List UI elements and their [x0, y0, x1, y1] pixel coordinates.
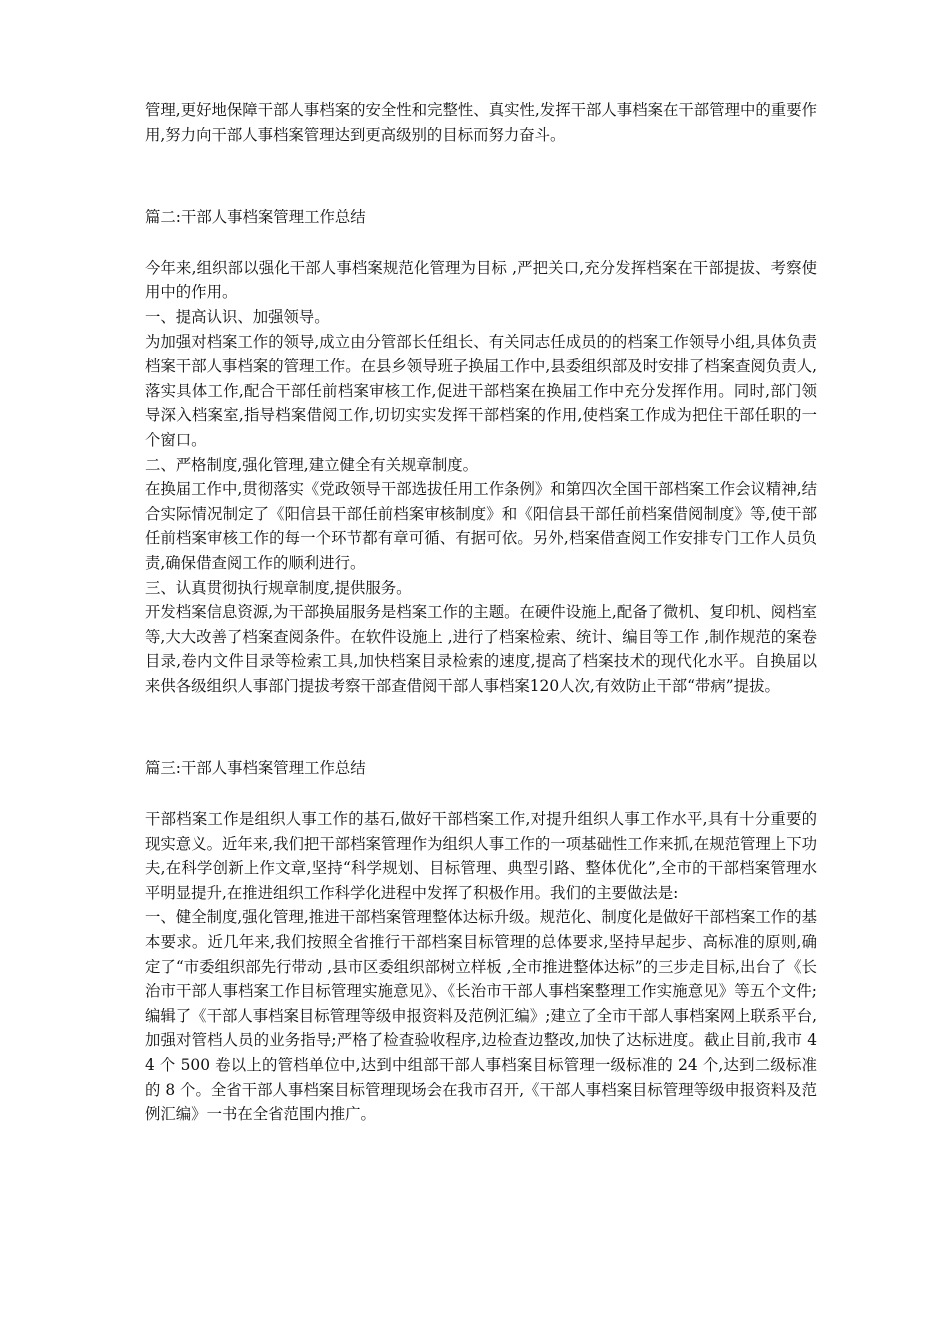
section2-paragraph: 在换届工作中,贯彻落实《党政领导干部选拔任用工作条例》和第四次全国干部档案工作会议精神,结合实际情况制定了《阳信县干部任前档案审核制度》和《阳信县干部任前档案借阅制度》等,使干部任前档案审核工作的每一个环节都有章可循、有据可依。另外,档案借查阅工作安排专门工作人员负责,确保借查阅工作的顺利进行。 [145, 480, 817, 572]
section2-paragraph: 开发档案信息资源,为干部换届服务是档案工作的主题。在硬件设施上,配备了微机、复印机、阅档室等,大大改善了档案查阅条件。在软件设施上 ,进行了档案检索、统计、编目等工作 ,制作规范的案卷目录,卷内文件目录等检索工具,加快档案目录检索的速度,提高了档案技术的现代化水平。自换届以来供各级组织人事部门提拔考察干部查借阅干部人事档案120人次,有效防止干部“带病”提拔。 [145, 603, 817, 695]
section2-paragraph: 二、严格制度,强化管理,建立健全有关规章制度。 [145, 455, 478, 474]
intro-paragraph: 管理,更好地保障干部人事档案的安全性和完整性、真实性,发挥干部人事档案在干部管理中的重要作用,努力向干部人事档案管理达到更高级别的目标而努力奋斗。 [145, 101, 817, 144]
section2-paragraph: 三、认真贯彻执行规章制度,提供服务。 [145, 578, 412, 597]
section-spacer [145, 698, 817, 756]
title-spacer [145, 781, 817, 807]
section-spacer [145, 147, 817, 205]
section2-paragraph: 今年来,组织部以强化干部人事档案规范化管理为目标 ,严把关口,充分发挥档案在干部提拔、考察使用中的作用。 [145, 258, 817, 302]
section3-paragraph: 干部档案工作是组织人事工作的基石,做好干部档案工作,对提升组织人事工作水平,具有十分重要的现实意义。近年来,我们把干部档案管理作为组织人事工作的一项基础性工作来抓,在规范管理上下功夫,在科学创新上作文章,坚持“科学规划、目标管理、典型引路、整体优化”,全市的干部档案管理水平明显提升,在推进组织工作科学化进程中发挥了积极作用。我们的主要做法是: [145, 810, 817, 902]
document-page [145, 98, 817, 1127]
section2-paragraph: 一、提高认识、加强领导。 [145, 307, 330, 326]
section3-paragraph: 一、健全制度,强化管理,推进干部档案管理整体达标升级。规范化、制度化是做好干部档案工作的基本要求。近几年来,我们按照全省推行干部档案目标管理的总体要求,坚持早起步、高标准的原则,确定了“市委组织部先行带动 ,县市区委组织部树立样板 ,全市推进整体达标”的三步走目标,出台了《长治市干部人事档案工作目标管理实施意见》、《长治市干部人事档案整理工作实施意见》等五个文件;编辑了《干部人事档案目标管理等级申报资料及范例汇编》;建立了全市干部人事档案网上联系平台,加强对管档人员的业务指导;严格了检查验收程序,边检查边整改,加快了达标进度。截止目前,我市 44 个 500 卷以上的管档单位中,达到中组部干部人事档案目标管理一级标准的 24 个,达到二级标准的 8 个。全省干部人事档案目标管理现场会在我市召开,《干部人事档案目标管理等级申报资料及范例汇编》一书在全省范围内推广。 [145, 908, 817, 1124]
section2-paragraph: 为加强对档案工作的领导,成立由分管部长任组长、有关同志任成员的的档案工作领导小组,具体负责档案干部人事档案的管理工作。在县乡领导班子换届工作中,县委组织部及时安排了档案查阅负责人,落实具体工作,配合干部任前档案审核工作,促进干部档案在换届工作中充分发挥作用。同时,部门领导深入档案室,指导档案借阅工作,切切实实发挥干部档案的作用,使档案工作成为把住干部任职的一个窗口。 [145, 332, 817, 449]
section2-title: 篇二:干部人事档案管理工作总结 [145, 208, 366, 227]
section3-title: 篇三:干部人事档案管理工作总结 [145, 759, 366, 778]
title-spacer [145, 230, 817, 256]
